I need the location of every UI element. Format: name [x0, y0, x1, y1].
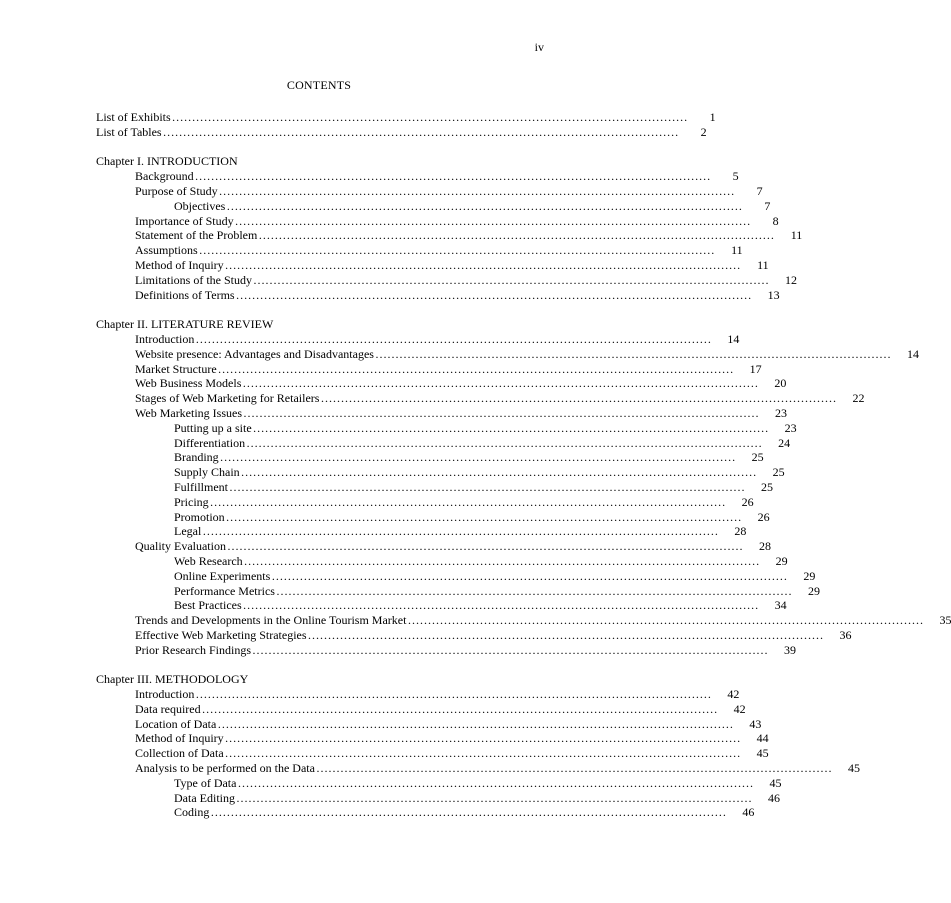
- toc-entry: [96, 494, 754, 510]
- toc-entry-title: Best Practices: [174, 598, 242, 613]
- toc-page-number: 43: [749, 716, 762, 731]
- toc-chapter-heading: [96, 672, 532, 687]
- toc-entry: [96, 272, 797, 288]
- toc-dot-leader: …………………………………………………………………………………………………………………: [320, 391, 837, 406]
- toc-entry-title: Supply Chain: [174, 465, 240, 480]
- toc-entry: [96, 331, 740, 347]
- toc-entry: [96, 583, 820, 599]
- toc-entry-title: Statement of the Problem: [135, 228, 258, 243]
- toc-entry: [96, 361, 762, 377]
- toc-entry-title: Background: [135, 169, 194, 184]
- toc-dot-leader: …………………………………………………………………………………………………………………: [242, 376, 759, 391]
- toc-entry-title: Method of Inquiry: [135, 731, 224, 746]
- toc-entry-title: Web Marketing Issues: [135, 405, 243, 420]
- toc-dot-leader: …………………………………………………………………………………………………………………: [407, 613, 924, 628]
- toc-dot-leader: …………………………………………………………………………………………………………………: [226, 539, 743, 554]
- toc-entry: [96, 287, 780, 303]
- toc-entry: [96, 465, 785, 480]
- toc-dot-leader: …………………………………………………………………………………………………………………: [210, 805, 727, 820]
- toc-entry: [96, 716, 762, 732]
- toc-dot-leader: …………………………………………………………………………………………………………………: [252, 642, 768, 657]
- toc-page-number: 26: [741, 494, 754, 509]
- toc-entry-title: Quality Evaluation: [135, 539, 226, 554]
- toc-entry-title: Purpose of Study: [135, 183, 218, 198]
- toc-dot-leader: …………………………………………………………………………………………………………………: [225, 509, 742, 524]
- toc-page-number: 22: [852, 391, 865, 406]
- toc-page-number: 34: [774, 598, 787, 613]
- toc-dot-leader: …………………………………………………………………………………………………………………: [237, 775, 754, 790]
- toc-page-number: 42: [733, 701, 746, 716]
- toc-dot-leader: …………………………………………………………………………………………………………………: [201, 701, 718, 716]
- toc-page-number: 25: [761, 479, 773, 494]
- toc-dot-leader: …………………………………………………………………………………………………………………: [229, 479, 745, 494]
- toc-entry: [96, 110, 716, 125]
- toc-page-number: 35: [939, 613, 951, 628]
- toc-entry: [96, 213, 779, 229]
- toc-dot-leader: …………………………………………………………………………………………………………………: [217, 716, 734, 731]
- toc-entry: [96, 228, 803, 243]
- toc-entry: [96, 568, 816, 584]
- toc-dot-leader: …………………………………………………………………………………………………………………: [224, 746, 741, 761]
- toc-entry-title: Chapter III. METHODOLOGY: [96, 672, 249, 687]
- toc-entry: [96, 790, 780, 806]
- toc-entry-title: Introduction: [135, 331, 195, 346]
- toc-entry-title: Stages of Web Marketing for Retailers: [135, 391, 320, 406]
- toc-page-number: 5: [732, 169, 739, 184]
- toc-entry-title: Location of Data: [135, 716, 217, 731]
- toc-entry: [96, 435, 791, 451]
- toc-page-number: 42: [727, 687, 740, 702]
- toc-page-number: 28: [734, 524, 747, 539]
- toc-page-number: 45: [756, 746, 769, 761]
- toc-entry-title: Chapter I. INTRODUCTION: [96, 154, 238, 169]
- toc-page-number: 26: [757, 509, 770, 524]
- toc-dot-leader: …………………………………………………………………………………………………………………: [209, 494, 726, 509]
- toc-dot-leader: …………………………………………………………………………………………………………………: [258, 228, 775, 243]
- toc-page-number: 8: [772, 213, 779, 228]
- toc-entry: [96, 183, 763, 199]
- page-number: iv: [534, 40, 544, 54]
- toc-entry: [96, 524, 747, 539]
- toc-entry: [96, 346, 919, 362]
- toc-dot-leader: …………………………………………………………………………………………………………………: [224, 257, 741, 272]
- toc-entry-title: Data Editing: [174, 790, 235, 805]
- toc-entry-title: Importance of Study: [135, 213, 234, 228]
- toc-entry-title: Legal: [174, 524, 202, 539]
- toc-entry: [96, 761, 860, 776]
- toc-dot-leader: …………………………………………………………………………………………………………………: [253, 272, 769, 287]
- toc-entry: [96, 124, 707, 140]
- toc-entry-title: Performance Metrics: [174, 583, 275, 598]
- toc-page-number: 25: [772, 465, 785, 480]
- toc-entry-title: Type of Data: [174, 775, 237, 790]
- toc-entry: [96, 198, 771, 214]
- toc-dot-leader: …………………………………………………………………………………………………………………: [217, 361, 734, 376]
- toc-dot-leader: …………………………………………………………………………………………………………………: [194, 169, 711, 184]
- toc-entry-title: Introduction: [135, 687, 195, 702]
- toc-entry-title: Effective Web Marketing Strategies: [135, 627, 307, 642]
- toc-dot-leader: …………………………………………………………………………………………………………………: [243, 405, 760, 420]
- toc-dot-leader: …………………………………………………………………………………………………………………: [252, 420, 769, 435]
- toc-entry-title: Pricing: [174, 494, 209, 509]
- toc-entry: [96, 391, 865, 406]
- toc-entry: [96, 553, 788, 569]
- toc-entry: [96, 805, 755, 820]
- toc-dot-leader: …………………………………………………………………………………………………………………: [240, 465, 757, 480]
- toc-page-number: 2: [700, 124, 707, 139]
- toc-entry-title: Website presence: Advantages and Disadvantages: [135, 346, 374, 361]
- toc-entry-title: Online Experiments: [174, 568, 271, 583]
- toc-entry: [96, 731, 769, 746]
- toc-dot-leader: …………………………………………………………………………………………………………………: [171, 110, 688, 124]
- toc-page-number: 20: [774, 376, 787, 391]
- toc-page-number: 11: [731, 243, 743, 258]
- toc-page-number: 12: [785, 272, 797, 287]
- toc-dot-leader: …………………………………………………………………………………………………………………: [235, 790, 752, 805]
- toc-entry: [96, 257, 769, 273]
- toc-entry: [96, 613, 951, 628]
- toc-entry-title: Web Business Models: [135, 376, 242, 391]
- toc-entry: [96, 701, 746, 717]
- toc-entry: [96, 539, 771, 554]
- contents-title: CONTENTS: [286, 78, 352, 92]
- toc-page-number: 25: [751, 450, 764, 465]
- toc-dot-leader: …………………………………………………………………………………………………………………: [162, 124, 679, 139]
- toc-page-number: 11: [757, 257, 769, 272]
- toc-entry-title: Fulfillment: [174, 479, 228, 494]
- toc-entry-title: Prior Research Findings: [135, 642, 251, 657]
- toc-page-number: 14: [906, 346, 919, 361]
- toc-entry-title: Market Structure: [135, 361, 217, 376]
- toc-dot-leader: …………………………………………………………………………………………………………………: [195, 687, 712, 702]
- toc-entry: [96, 687, 740, 702]
- toc-entry-title: Objectives: [174, 198, 226, 213]
- toc-page-number: 45: [769, 775, 782, 790]
- toc-page-number: 11: [790, 228, 803, 243]
- toc-dot-leader: …………………………………………………………………………………………………………………: [195, 331, 712, 346]
- toc-entry: [96, 746, 769, 761]
- toc-dot-leader: …………………………………………………………………………………………………………………: [242, 598, 759, 613]
- toc-chapter-heading: [96, 154, 532, 169]
- toc-dot-leader: …………………………………………………………………………………………………………………: [218, 183, 735, 198]
- toc-dot-leader: …………………………………………………………………………………………………………………: [202, 524, 719, 539]
- toc-dot-leader: …………………………………………………………………………………………………………………: [315, 761, 832, 776]
- toc-entry: [96, 169, 739, 184]
- table-of-contents: [96, 110, 951, 820]
- toc-entry-title: Web Research: [174, 553, 243, 568]
- toc-chapter-heading: [96, 317, 532, 332]
- toc-page-number: 29: [803, 568, 816, 583]
- toc-entry-title: Chapter II. LITERATURE REVIEW: [96, 317, 274, 332]
- toc-entry-title: Differentiation: [174, 435, 246, 450]
- toc-entry-title: Branding: [174, 450, 219, 465]
- toc-page-number: 45: [847, 761, 860, 776]
- toc-page-number: 17: [749, 361, 762, 376]
- toc-page-number: 14: [727, 331, 740, 346]
- toc-entry-title: Putting up a site: [174, 420, 252, 435]
- toc-entry: [96, 405, 788, 421]
- toc-entry: [96, 479, 773, 495]
- toc-page-number: 29: [807, 583, 820, 598]
- toc-page-number: 44: [756, 731, 769, 746]
- toc-entry-title: Data required: [135, 701, 201, 716]
- toc-page-number: 1: [709, 110, 716, 124]
- toc-dot-leader: …………………………………………………………………………………………………………………: [307, 627, 824, 642]
- toc-page-number: 39: [784, 642, 796, 657]
- toc-page-number: 28: [758, 539, 771, 554]
- toc-dot-leader: …………………………………………………………………………………………………………………: [198, 243, 715, 258]
- toc-entry: [96, 450, 764, 465]
- toc-dot-leader: …………………………………………………………………………………………………………………: [275, 583, 792, 598]
- toc-dot-leader: …………………………………………………………………………………………………………………: [219, 450, 736, 465]
- toc-entry-title: Definitions of Terms: [135, 287, 235, 302]
- toc-page-number: 46: [767, 790, 780, 805]
- toc-entry-title: Trends and Developments in the Online Tourism Market: [135, 613, 407, 628]
- toc-dot-leader: …………………………………………………………………………………………………………………: [226, 198, 743, 213]
- toc-dot-leader: …………………………………………………………………………………………………………………: [243, 553, 760, 568]
- toc-entry-title: Assumptions: [135, 243, 198, 258]
- toc-entry-title: List of Exhibits: [96, 110, 171, 124]
- toc-entry-title: Collection of Data: [135, 746, 224, 761]
- toc-page-number: 29: [775, 553, 788, 568]
- toc-entry-title: Limitations of the Study: [135, 272, 252, 287]
- toc-entry: [96, 509, 770, 525]
- toc-entry: [96, 627, 852, 643]
- toc-dot-leader: …………………………………………………………………………………………………………………: [224, 731, 741, 746]
- toc-page-number: 36: [839, 627, 852, 642]
- toc-dot-leader: …………………………………………………………………………………………………………………: [374, 346, 891, 361]
- toc-page-number: 7: [756, 183, 763, 198]
- toc-entry: [96, 243, 743, 258]
- toc-dot-leader: …………………………………………………………………………………………………………………: [234, 213, 751, 228]
- toc-page-number: 7: [764, 198, 771, 213]
- toc-entry-title: List of Tables: [96, 124, 162, 139]
- toc-page-number: 24: [778, 435, 791, 450]
- toc-entry: [96, 376, 787, 391]
- toc-entry-title: Promotion: [174, 509, 225, 524]
- toc-dot-leader: …………………………………………………………………………………………………………………: [246, 435, 763, 450]
- toc-page-number: 23: [784, 420, 797, 435]
- toc-page-number: 23: [775, 405, 788, 420]
- toc-entry: [96, 420, 797, 436]
- toc-dot-leader: …………………………………………………………………………………………………………………: [235, 287, 752, 302]
- toc-entry-title: Coding: [174, 805, 210, 820]
- toc-entry-title: Analysis to be performed on the Data: [135, 761, 315, 776]
- toc-entry: [96, 642, 796, 658]
- toc-entry-title: Method of Inquiry: [135, 257, 224, 272]
- toc-entry: [96, 775, 782, 791]
- toc-page-number: 13: [767, 287, 780, 302]
- toc-page-number: 46: [742, 805, 755, 820]
- toc-entry: [96, 598, 787, 613]
- toc-dot-leader: …………………………………………………………………………………………………………………: [271, 568, 788, 583]
